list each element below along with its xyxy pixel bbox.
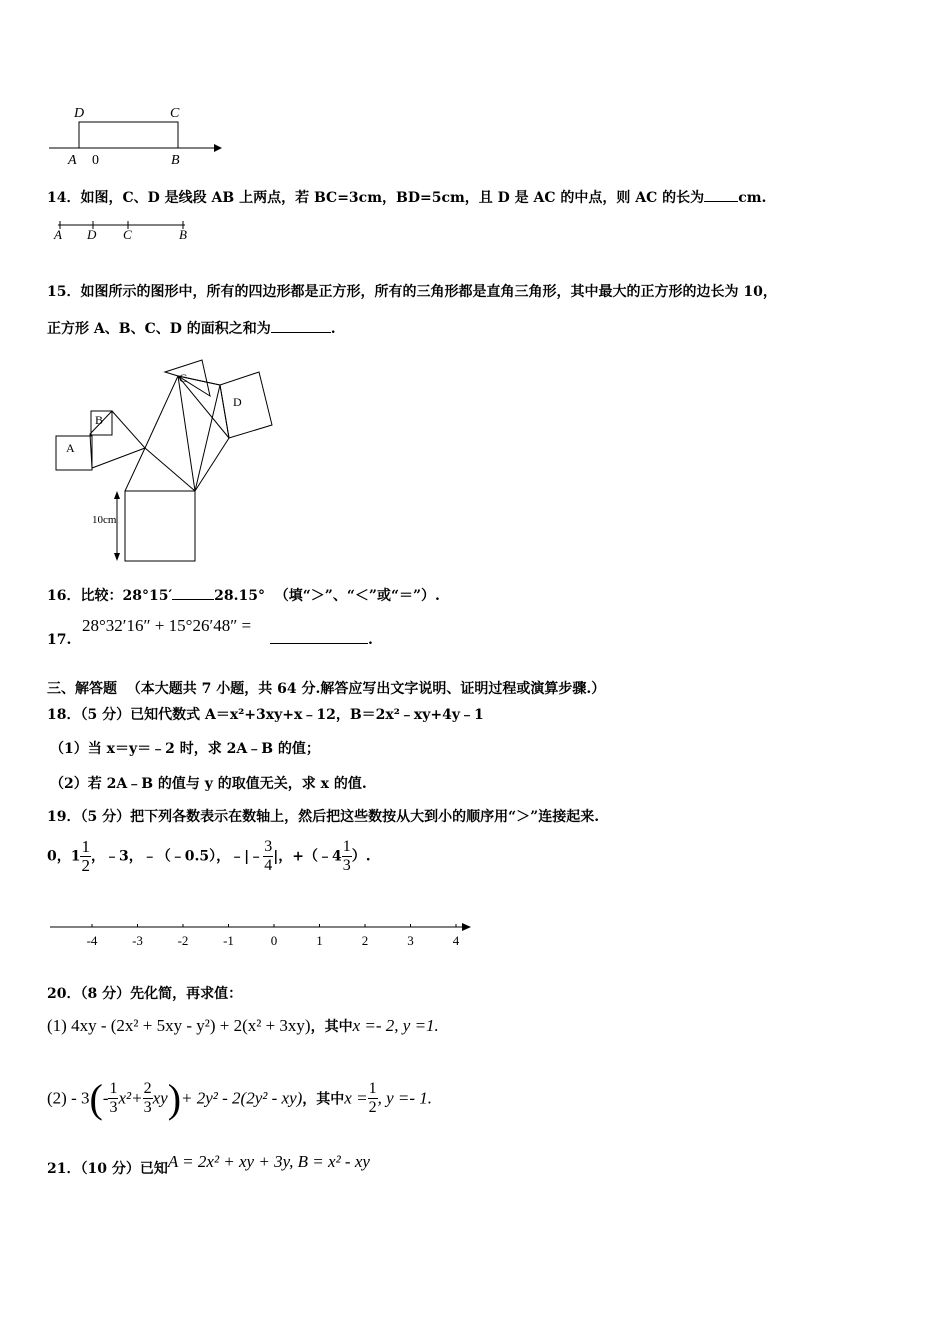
- q14-suffix: cm.: [738, 190, 767, 206]
- q20-fx-den: 2: [368, 1099, 377, 1116]
- q21-stem: 21．（10 分）已知: [47, 1161, 168, 1177]
- seg-label-A: A: [54, 227, 62, 242]
- q16-suffix: （填“＞”、“＜”或“＝”）.: [274, 588, 440, 604]
- q19-fraction-3: [342, 838, 352, 875]
- label-C: C: [170, 106, 180, 121]
- question-15-line1: 15．如图所示的图形中，所有的四边形都是正方形，所有的三角形都是直角三角形，其中最大的正方形的边长为 10，: [47, 284, 777, 300]
- question-17-number: 17.: [47, 632, 72, 648]
- tick-label: 0: [270, 933, 278, 948]
- q20-frac-b: [143, 1080, 153, 1117]
- tick-label: -3: [132, 933, 143, 948]
- q20-part2-a: (2) - 3: [47, 1088, 90, 1108]
- q20-part2-b: + 2y² - 2(2y² - xy): [181, 1088, 303, 1108]
- q20-frac-x: [368, 1080, 378, 1117]
- q15-suffix: .: [330, 321, 336, 337]
- question-20-stem: 20．（8 分）先化简，再求值：: [47, 986, 243, 1002]
- q19-n4: ）.: [351, 848, 371, 865]
- tick-label: -2: [177, 933, 189, 948]
- q19-fraction-1: [80, 838, 91, 875]
- q20-fa-den: 3: [109, 1099, 118, 1116]
- xy-term: xy: [152, 1088, 168, 1108]
- tick-label: -4: [86, 933, 98, 948]
- fig15-label-B: B: [95, 413, 104, 427]
- fig15-label-D: D: [233, 395, 242, 409]
- q20-p2-x: x =: [344, 1088, 368, 1108]
- section-3-desc: （本大题共 7 小题，共 64 分.解答应写出文字说明、证明过程或演算步骤.）: [126, 681, 606, 697]
- section-3-heading: [47, 678, 605, 698]
- tick-label: 3: [407, 933, 414, 948]
- q16-prefix: 16．比较：28°15′: [47, 588, 173, 604]
- question-19-stem: 19．（5 分）把下列各数表示在数轴上，然后把这些数按从大到小的顺序用“＞”连接起来.: [47, 809, 600, 825]
- q20-part1-expr: (1) 4xy - (2x² + 5xy - y²) + 2(x² + 3xy): [47, 1016, 311, 1035]
- q16-blank: [172, 599, 214, 600]
- q20-p2-y: , y =- 1.: [377, 1088, 432, 1108]
- q19-f1-num: 1: [81, 837, 90, 856]
- q19-f1-den: 2: [81, 856, 90, 875]
- q15-text: 正方形 A、B、C、D 的面积之和为: [47, 321, 271, 337]
- q20-frac-a: [108, 1080, 118, 1117]
- square-D: [220, 372, 272, 438]
- fig15-label-C: C: [179, 371, 188, 385]
- q21-expr: A = 2x² + xy + 3y, B = x² - xy: [167, 1152, 370, 1171]
- q19-n0: 0，1: [47, 848, 81, 865]
- q14-text: 14．如图，C、D 是线段 AB 上两点，若 BC=3cm，BD=5cm，且 D 是 AC 的中点，则 AC 的长为: [47, 190, 705, 206]
- label-A: A: [68, 153, 77, 168]
- squares-figure-15: [50, 358, 290, 568]
- seg-label-C: C: [123, 227, 132, 242]
- question-14: [47, 187, 766, 207]
- q19-n2: ，﹣3，﹣（﹣0.5），﹣|﹣: [90, 848, 264, 865]
- q20-fb-num: 2: [143, 1080, 152, 1097]
- question-19-numbers: [47, 838, 371, 875]
- tick-label: -1: [223, 933, 234, 948]
- q19-f2-den: 4: [264, 857, 273, 874]
- q20-part2-row: [47, 1075, 432, 1122]
- q14-blank: [704, 201, 738, 202]
- minus-sign: -: [102, 1088, 109, 1108]
- section-3-title: 三、解答题: [47, 681, 117, 697]
- q17-suffix: .: [368, 632, 373, 648]
- q17-answer: [270, 632, 373, 648]
- q19-f3-num: 1: [342, 838, 351, 855]
- q19-n3: |，+（﹣4: [273, 848, 342, 865]
- question-21: [47, 1152, 370, 1178]
- q16-mid: 28.15°: [214, 588, 265, 604]
- label-D: D: [74, 106, 85, 121]
- open-paren: (: [89, 1076, 103, 1121]
- q19-fraction-2: [263, 838, 273, 875]
- q20-part2-where: ，其中: [302, 1091, 345, 1108]
- fig15-label-length: 10cm: [92, 514, 117, 526]
- q15-blank: [271, 332, 331, 333]
- number-line-figure-13: [44, 100, 224, 170]
- question-18-part2: （2）若 2A﹣B 的值与 y 的取值无关，求 x 的值.: [50, 776, 367, 792]
- q19-f3-den: 3: [342, 857, 351, 874]
- axis-arrow: [214, 144, 222, 152]
- q19-f2-num: 3: [264, 838, 273, 855]
- question-15-line2: [47, 318, 336, 338]
- seg-label-B: B: [179, 227, 187, 242]
- big-square: [125, 491, 195, 561]
- rectangle-ABCD: [79, 122, 178, 148]
- tick-label: 4: [452, 933, 460, 948]
- q20-fa-num: 1: [109, 1080, 118, 1097]
- q17-blank: [270, 643, 368, 644]
- fig15-label-A: A: [66, 441, 75, 455]
- segment-figure-14: [50, 216, 200, 246]
- q20-fb-den: 3: [143, 1099, 152, 1116]
- question-16: [47, 585, 440, 605]
- label-0: 0: [92, 153, 99, 168]
- question-18-part1: （1）当 x＝y＝﹣2 时，求 2A﹣B 的值；: [50, 741, 320, 757]
- q20-fx-num: 1: [368, 1080, 377, 1097]
- seg-label-D: D: [87, 227, 97, 242]
- tick-label: 1: [316, 933, 323, 948]
- x-squared: x²+: [118, 1088, 143, 1108]
- number-line-19: [44, 918, 474, 954]
- q20-part1-row: [47, 1016, 439, 1036]
- q17-expression: 28°32′16″ + 15°26′48″ =: [82, 616, 252, 635]
- label-B: B: [171, 153, 180, 168]
- tick-label: 2: [361, 933, 369, 948]
- close-paren: ): [167, 1076, 182, 1121]
- q20-part1-where: ，其中: [310, 1019, 353, 1035]
- q20-part1-cond: x =- 2, y =1.: [352, 1016, 439, 1035]
- question-18-stem: 18．（5 分）已知代数式 A＝x²+3xy+x﹣12，B＝2x²﹣xy+4y﹣1: [47, 707, 484, 723]
